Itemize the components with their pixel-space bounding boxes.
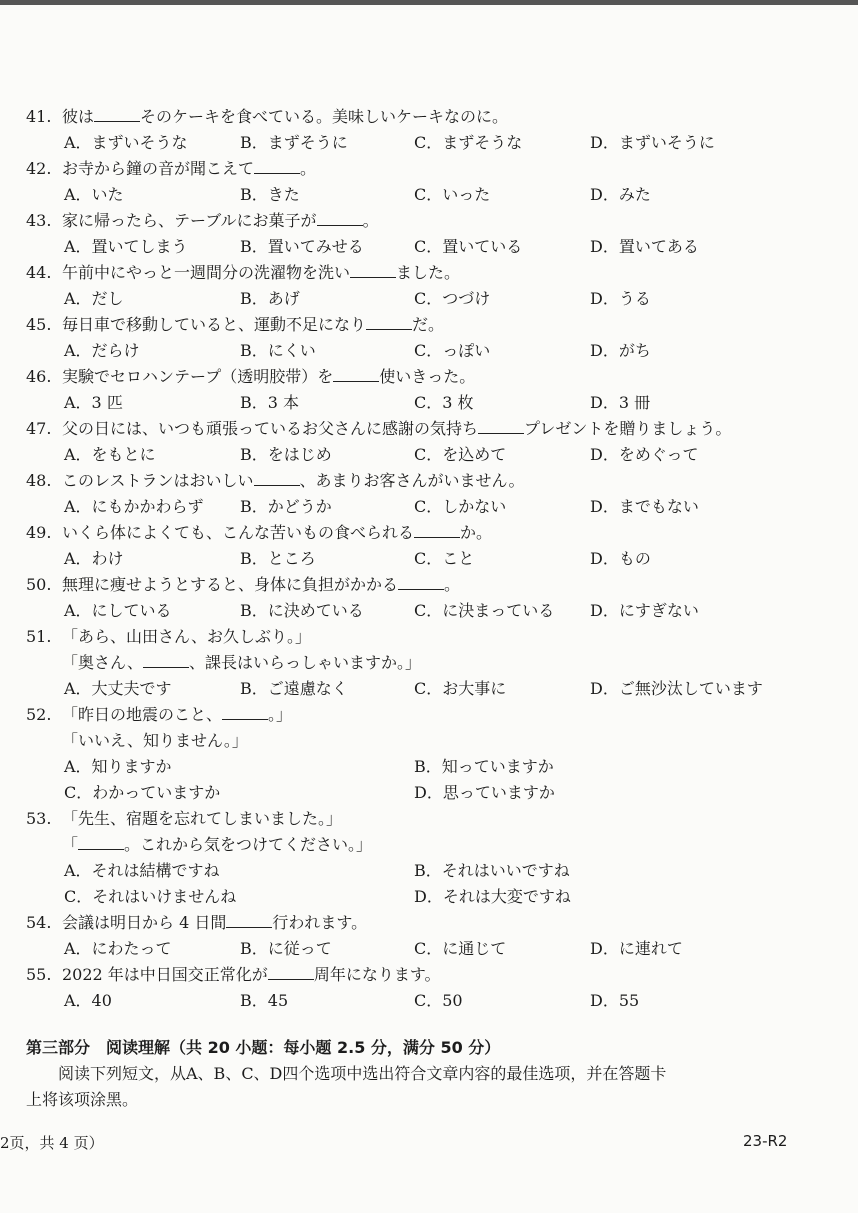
option-b: B．置いてみせる [240,237,364,256]
option-c: C．いった [414,185,491,204]
option-b: B．3 本 [240,393,300,412]
text-after-blank: 。 [300,159,317,178]
text-before-blank: 家に帰ったら、テーブルにお菓子が [62,211,317,230]
option-a: A．大丈夫です [64,679,172,698]
option-a: A．だし [64,289,124,308]
option-a: A．それは結構ですね [64,861,220,880]
answer-blank [254,471,300,486]
section-instruction-line-2: 上将该项涂黑。 [26,1090,139,1109]
question-number: 45. [26,315,52,334]
option-d: D．にすぎない [590,601,699,620]
text-after-blank: 。 [362,211,379,230]
text-after-blank: 、課長はいらっしゃいますか。」 [188,653,421,672]
answer-blank [317,211,363,226]
text-after-blank: 、あまりお客さんがいません。 [299,471,525,490]
option-d: D．もの [590,549,651,568]
option-d: D．うる [590,289,651,308]
question-47 [26,419,731,439]
option-a: A．をもとに [64,445,156,464]
question-number: 47. [26,419,52,438]
text-after-blank: 使いきった。 [379,367,476,386]
option-b: B．45 [240,991,289,1010]
text-after-blank: 。 [444,575,461,594]
text-before-blank: 父の日には、いつも頑張っているお父さんに感謝の気持ち [62,419,479,438]
option-b: B．ご遠慮なく [240,679,348,698]
option-c: C．こと [414,549,475,568]
text-before-blank: 実験でセロハンテープ（透明胶带）を [62,367,334,386]
option-d: D．がち [590,341,651,360]
question-number: 52. [26,705,52,724]
option-a: A．だらけ [64,341,140,360]
question-49 [26,523,492,543]
text-after-blank: か。 [460,523,493,542]
text-after-blank: プレゼントを贈りましょう。 [524,419,732,438]
answer-blank [333,367,379,382]
option-d: D．置いてある [590,237,699,256]
question-53-line-2 [62,835,372,855]
option-b: B．それはいいですね [414,861,570,880]
question-line-1: 「あら、山田さん、お久しぶり。」 [62,627,311,646]
answer-blank [94,107,140,122]
option-c: C．それはいけませんね [64,887,237,906]
option-c: C．しかない [414,497,507,516]
option-b: B．かどうか [240,497,332,516]
answer-blank [254,159,300,174]
question-53 [26,809,342,829]
option-c: C．を込めて [414,445,507,464]
question-number: 43. [26,211,52,230]
option-c: C．に決まっている [414,601,555,620]
text-after-blank: そのケーキを食べている。美味しいケーキなのに。 [140,107,509,126]
answer-blank [478,419,524,434]
text-before-blank: 無理に痩せようとすると、身体に負担がかかる [62,575,399,594]
option-b: B．ところ [240,549,316,568]
question-number: 48. [26,471,52,490]
option-d: D．3 冊 [590,393,651,412]
option-b: B．まずそうに [240,133,348,152]
option-c: C．まずそうな [414,133,523,152]
option-a: A．まずいそうな [64,133,188,152]
text-before-blank: 2022 年は中日国交正常化が [62,965,268,984]
option-c: C．50 [414,991,463,1010]
option-d: D．みた [590,185,651,204]
option-b: B．にくい [240,341,316,360]
option-d: D．それは大変ですね [414,887,571,906]
answer-blank [268,965,314,980]
option-a: A．にわたって [64,939,172,958]
option-d: D．55 [590,991,640,1010]
answer-blank [366,315,412,330]
option-b: B．に決めている [240,601,364,620]
page-top-edge [0,0,858,5]
option-d: D．思っていますか [414,783,555,802]
option-c: C．に通じて [414,939,507,958]
answer-blank [78,835,124,850]
option-b: B．に従って [240,939,332,958]
question-number: 49. [26,523,52,542]
text-before-blank: 「 [62,835,79,854]
question-50 [26,575,460,595]
option-a: A．知りますか [64,757,172,776]
page-footer-code: 23-R2 [743,1132,788,1150]
text-after-blank: 。これから気をつけてください。」 [124,835,373,854]
text-after-blank: 周年になります。 [313,965,441,984]
option-d: D．までもない [590,497,699,516]
text-after-blank: だ。 [412,315,445,334]
section-title: 第三部分 阅读理解（共 20 小题：每小题 2.5 分，满分 50 分） [26,1038,501,1057]
option-c: C．置いている [414,237,523,256]
option-c: C．つづけ [414,289,491,308]
answer-blank [226,913,272,928]
page-footer-count: 2页，共 4 页） [0,1134,104,1152]
option-c: C．お大事に [414,679,507,698]
question-number: 54. [26,913,52,932]
answer-blank [143,653,189,668]
question-number: 42. [26,159,52,178]
option-b: B．きた [240,185,300,204]
text-before-blank: 会議は明日から 4 日間 [62,913,227,932]
option-c: C．わかっていますか [64,783,221,802]
question-number: 55. [26,965,52,984]
question-43 [26,211,379,231]
question-number: 44. [26,263,52,282]
question-45 [26,315,444,335]
text-after-blank: ました。 [396,263,461,282]
section-instruction-line-1: 阅读下列短文，从A、B、C、D四个选项中选出符合文章内容的最佳选项，并在答题卡 [26,1064,667,1083]
question-number: 41. [26,107,52,126]
question-54 [26,913,367,933]
text-before-blank: 「奥さん、 [62,653,143,672]
option-a: A．にもかかわらず [64,497,204,516]
option-a: A．40 [64,991,112,1010]
question-line-1: 「先生、宿題を忘れてしまいました。」 [62,809,343,828]
option-d: D．まずいそうに [590,133,715,152]
option-b: B．あげ [240,289,300,308]
question-number: 50. [26,575,52,594]
option-a: A．わけ [64,549,124,568]
answer-blank [222,705,268,720]
option-b: B．をはじめ [240,445,332,464]
answer-blank [398,575,444,590]
option-a: A．いた [64,185,124,204]
answer-blank [414,523,460,538]
option-d: D．をめぐって [590,445,699,464]
option-d: D．ご無沙汰しています [590,679,763,698]
text-before-blank: 毎日車で移動していると、運動不足になり [62,315,367,334]
text-before-blank: お寺から鐘の音が聞こえて [62,159,255,178]
text-before-blank: いくら体によくても、こんな苦いもの食べられる [62,523,415,542]
text-after-blank: 行われます。 [272,913,368,932]
option-c: C．3 枚 [414,393,474,412]
question-51 [26,627,311,647]
answer-blank [350,263,396,278]
question-52 [26,705,292,725]
text-before-blank: 彼は [62,107,95,126]
question-48 [26,471,525,491]
question-41 [26,107,508,127]
question-52-line-2: 「いいえ、知りません。」 [62,731,248,750]
option-b: B．知っていますか [414,757,554,776]
question-number: 53. [26,809,52,828]
question-number: 51. [26,627,52,646]
text-before-blank: 「昨日の地震のこと、 [62,705,223,724]
text-after-blank: 。」 [268,705,293,724]
option-c: C．っぽい [414,341,491,360]
question-44 [26,263,460,283]
text-before-blank: 午前中にやっと一週間分の洗濯物を洗い [62,263,351,282]
option-d: D．に連れて [590,939,683,958]
question-55 [26,965,441,985]
question-42 [26,159,316,179]
text-before-blank: このレストランはおいしい [62,471,254,490]
question-46 [26,367,475,387]
question-51-line-2 [62,653,421,673]
option-a: A．置いてしまう [64,237,188,256]
question-number: 46. [26,367,52,386]
option-a: A．3 匹 [64,393,123,412]
option-a: A．にしている [64,601,172,620]
